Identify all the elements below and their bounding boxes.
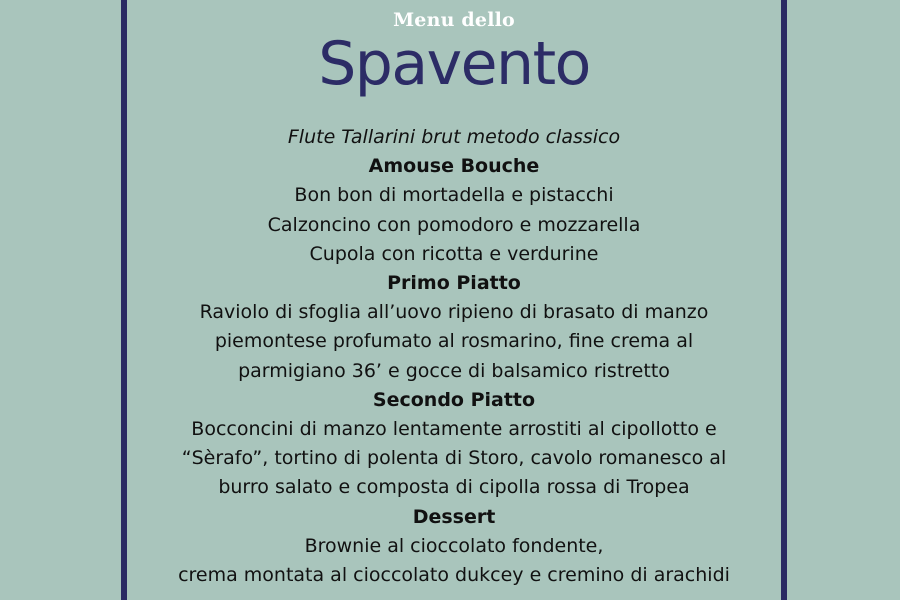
menu-line: piemontese profumato al rosmarino, fine crema al (214, 330, 694, 353)
menu-line: crema montata al cioccolato dukcey e cremino di arachidi (178, 564, 730, 587)
section-title-primo-piatto: Primo Piatto (387, 272, 521, 295)
right-border-line (781, 0, 787, 600)
section-title-amouse-bouche: Amouse Bouche (368, 155, 540, 178)
menu-body (127, 123, 781, 590)
menu-title: Spavento (318, 29, 590, 99)
section-title-dessert: Dessert (412, 505, 496, 528)
menu-line: “Sèrafo”, tortino di polenta di Storo, cavolo romanesco al (181, 447, 727, 470)
menu-kicker: Menu dello (393, 9, 515, 31)
menu-line: Raviolo di sfoglia all’uovo ripieno di brasato di manzo (199, 301, 709, 324)
section-title-secondo-piatto: Secondo Piatto (372, 388, 536, 411)
menu-content (127, 0, 781, 600)
aperitif-line: Flute Tallarini brut metodo classico (287, 126, 621, 148)
menu-line: Bocconcini di manzo lentamente arrostiti al cipollotto e (191, 418, 717, 441)
menu-line: Bon bon di mortadella e pistacchi (294, 184, 614, 207)
menu-line: burro salato e composta di cipolla rossa di Tropea (218, 476, 690, 499)
menu-line: Cupola con ricotta e verdurine (309, 242, 599, 265)
menu-line: parmigiano 36’ e gocce di balsamico ristretto (238, 359, 670, 382)
menu-line: Brownie al cioccolato fondente, (304, 534, 604, 557)
menu-line: Calzoncino con pomodoro e mozzarella (267, 213, 641, 236)
